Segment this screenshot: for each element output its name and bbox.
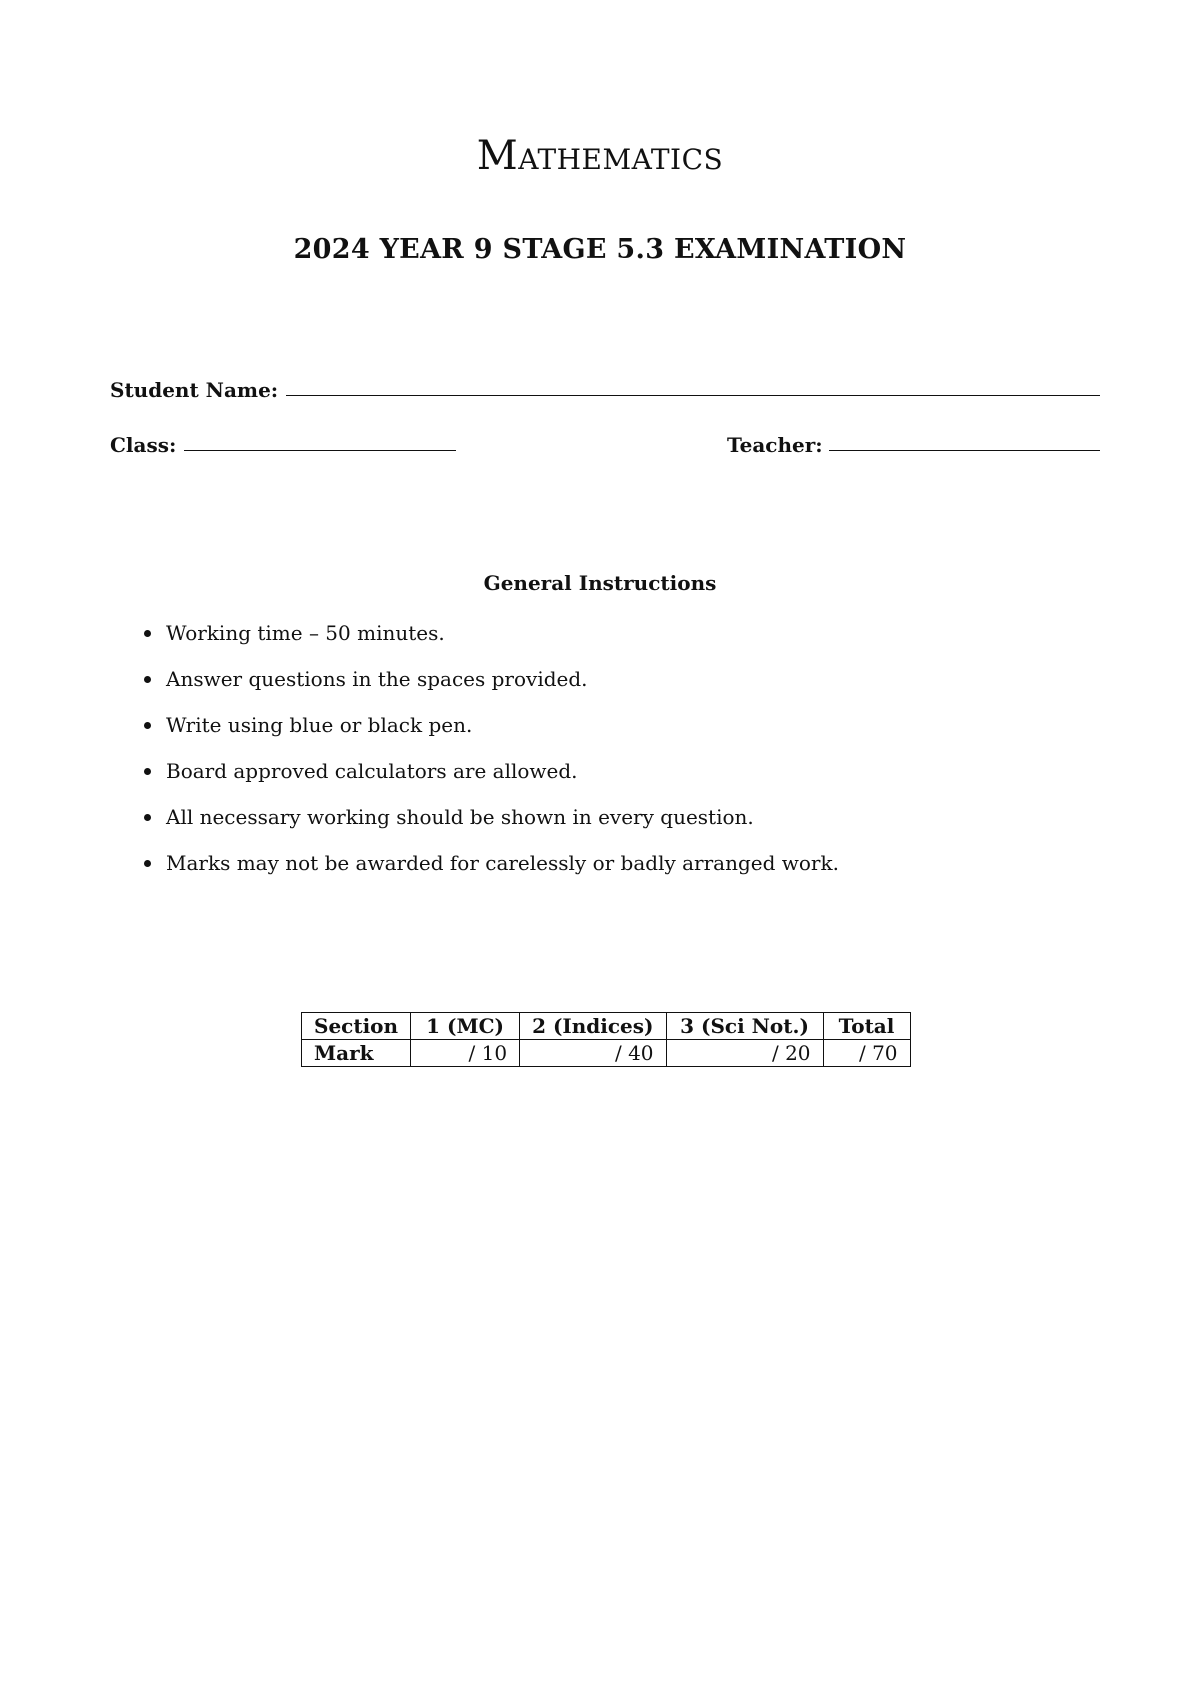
marks-table [301,1012,911,1067]
class-label: Class: [110,433,177,457]
mark-cell[interactable]: / 40 [520,1040,666,1067]
table-header-cell: Total [823,1013,910,1040]
student-name-field[interactable] [286,395,1100,396]
list-item [142,620,839,666]
bullet-icon [144,630,151,637]
table-header-row [302,1013,911,1040]
list-item [142,666,839,712]
class-field[interactable] [184,450,456,451]
exam-subject-title: Mathematics [476,133,724,179]
exam-subtitle: 2024 YEAR 9 STAGE 5.3 EXAMINATION [293,234,907,265]
table-header-cell: 3 (Sci Not.) [666,1013,823,1040]
bullet-icon [144,768,151,775]
instruction-text: Write using blue or black pen. [166,713,473,737]
instructions-list [142,620,839,896]
bullet-icon [144,814,151,821]
table-row [302,1040,911,1067]
table-header-cell: 2 (Indices) [520,1013,666,1040]
bullet-icon [144,676,151,683]
instruction-text: Working time – 50 minutes. [166,621,445,645]
instruction-text: Marks may not be awarded for carelessly or badly arranged work. [166,851,839,875]
teacher-label: Teacher: [727,433,823,457]
teacher-field[interactable] [829,450,1100,451]
mark-cell[interactable]: / 10 [411,1040,520,1067]
instruction-text: Answer questions in the spaces provided. [166,667,588,691]
mark-row-label: Mark [302,1040,411,1067]
mark-cell[interactable]: / 20 [666,1040,823,1067]
table-header-cell: Section [302,1013,411,1040]
mark-cell[interactable]: / 70 [823,1040,910,1067]
table-header-cell: 1 (MC) [411,1013,520,1040]
instructions-heading: General Instructions [483,571,717,595]
bullet-icon [144,722,151,729]
bullet-icon [144,860,151,867]
instruction-text: All necessary working should be shown in every question. [166,805,754,829]
list-item [142,758,839,804]
student-name-label: Student Name: [110,378,279,402]
instruction-text: Board approved calculators are allowed. [166,759,578,783]
list-item [142,804,839,850]
list-item [142,850,839,896]
list-item [142,712,839,758]
